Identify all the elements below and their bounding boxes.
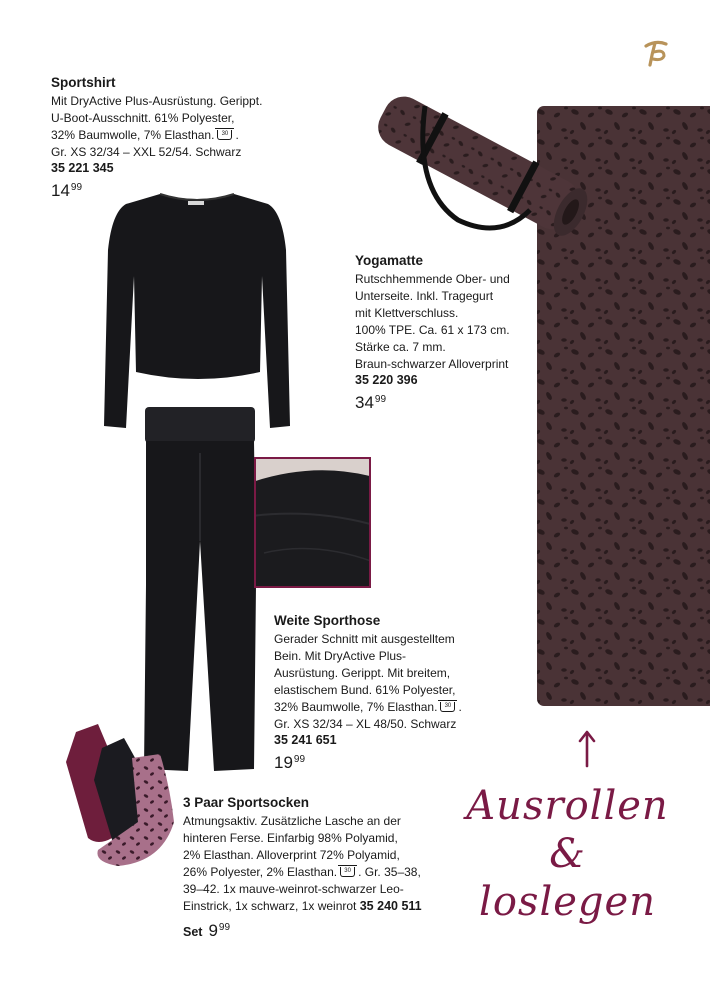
socken-block [183, 795, 453, 941]
wash-30-icon [340, 867, 355, 877]
yogamatte-title: Yogamatte [355, 253, 424, 268]
sporthose-line-end: . [458, 700, 462, 714]
sporthose-title: Weite Sporthose [274, 613, 381, 628]
waistband-detail-image [254, 457, 371, 588]
sporthose-line: Gr. XS 32/34 – XL 48/50. Schwarz [274, 717, 457, 731]
socken-line: hinteren Ferse. Einfarbig 98% Polyamid, [183, 831, 398, 845]
sportshirt-line: U-Boot-Ausschnitt. 61% Polyester, [51, 111, 235, 125]
price-cents: 99 [374, 394, 387, 405]
wash-30-icon [217, 130, 232, 140]
price-main: 9 [208, 921, 218, 940]
sportsocken-image [58, 722, 183, 867]
socken-line: 39–42. 1x mauve-weinrot-schwarzer Leo- [183, 882, 404, 896]
socken-line-text: Einstrick, 1x schwarz, 1x weinrot [183, 899, 357, 913]
sporthose-line: Gerader Schnitt mit ausgestelltem [274, 632, 455, 646]
yogamatte-line: Braun-schwarzer Alloverprint [355, 357, 509, 371]
price-cents: 99 [218, 922, 231, 933]
sportshirt-article-number: 35 221 345 [51, 161, 114, 175]
socken-line: 2% Elasthan. Alloverprint 72% Polyamid, [183, 848, 400, 862]
yogamatte-block [355, 253, 535, 413]
socken-line-end: . Gr. 35–38, [358, 865, 421, 879]
yogamatte-line: Unterseite. Inkl. Tragegurt [355, 289, 494, 303]
sportshirt-line: Mit DryActive Plus-Ausrüstung. Gerippt. [51, 94, 263, 108]
sporthose-block [274, 613, 504, 773]
socken-line [183, 898, 453, 915]
sporthose-line: elastischem Bund. 61% Polyester, [274, 683, 456, 697]
sporthose-description [274, 631, 504, 733]
socken-description [183, 813, 453, 915]
headline [460, 782, 675, 926]
yogamatte-line: Rutschhemmende Ober- und [355, 272, 510, 286]
sporthose-line: Ausrüstung. Gerippt. Mit breitem, [274, 666, 451, 680]
price-main: 19 [274, 753, 293, 772]
yogamatte-line: Stärke ca. 7 mm. [355, 340, 446, 354]
sportshirt-line-text: 32% Baumwolle, 7% Elasthan. [51, 128, 215, 142]
socken-title: 3 Paar Sportsocken [183, 795, 310, 810]
headline-line-2: & loslegen [479, 831, 656, 925]
headline-line-1: Ausrollen [466, 783, 669, 829]
price-prefix: Set [183, 925, 203, 939]
sportshirt-description [51, 93, 311, 161]
sporthose-article-number: 35 241 651 [274, 733, 337, 747]
socken-article-number: 35 240 511 [359, 899, 422, 913]
sporthose-line-text: 32% Baumwolle, 7% Elasthan. [274, 700, 438, 714]
socken-line-text: 26% Polyester, 2% Elasthan. [183, 865, 338, 879]
yogamatte-price [355, 393, 535, 413]
sporthose-price [274, 753, 504, 773]
price-cents: 99 [293, 754, 306, 765]
price-main: 34 [355, 393, 374, 412]
price-cents: 99 [70, 182, 83, 193]
sporthose-line: Bein. Mit DryActive Plus- [274, 649, 407, 663]
sportshirt-line [51, 127, 311, 144]
yogamatte-line: mit Klettverschluss. [355, 306, 459, 320]
arrow-up-icon [577, 728, 597, 768]
price-main: 14 [51, 181, 70, 200]
yogamatte-article-number: 35 220 396 [355, 373, 418, 387]
socken-line: Atmungsaktiv. Zusätzliche Lasche an der [183, 814, 401, 828]
rolled-yoga-mat-image [360, 90, 605, 240]
sporthose-line [274, 699, 504, 716]
socken-line [183, 864, 453, 881]
yogamatte-description [355, 271, 535, 373]
sportshirt-line: Gr. XS 32/34 – XXL 52/54. Schwarz [51, 145, 242, 159]
sportshirt-line-end: . [235, 128, 239, 142]
wash-30-icon [440, 702, 455, 712]
sportshirt-block [51, 75, 311, 201]
tchibo-logo-icon [642, 38, 670, 68]
sportshirt-title: Sportshirt [51, 75, 116, 90]
yogamatte-line: 100% TPE. Ca. 61 x 173 cm. [355, 323, 510, 337]
socken-price [183, 921, 453, 941]
sportshirt-image [100, 190, 295, 435]
